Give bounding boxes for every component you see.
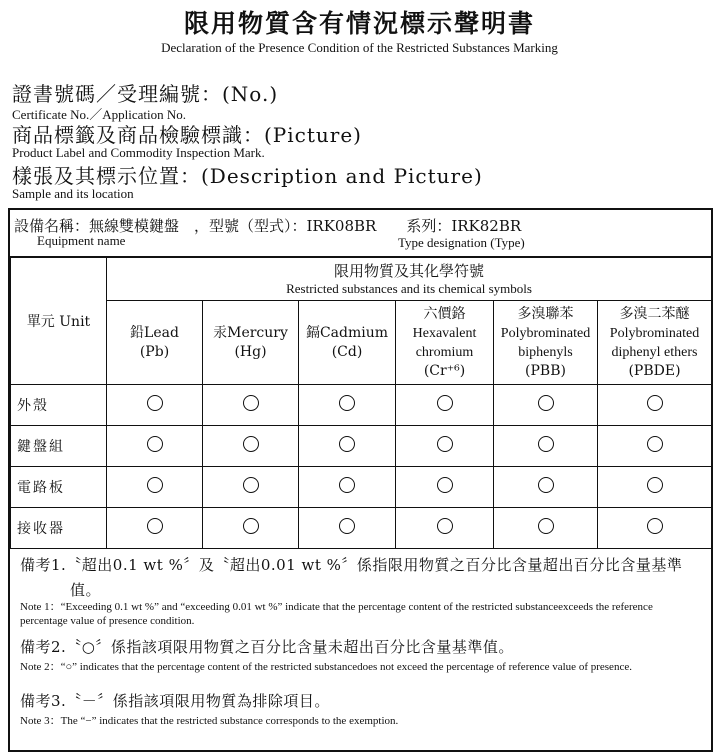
substance-header: 汞Mercury (Hg): [203, 301, 299, 385]
unit-label: 接收器: [11, 508, 107, 549]
presence-mark: [299, 467, 396, 508]
presence-mark: [107, 508, 203, 549]
table-row: [11, 467, 712, 508]
presence-mark: [598, 385, 712, 426]
equipment-row: [10, 210, 711, 258]
circle-icon: [147, 477, 163, 493]
circle-icon: [538, 518, 554, 534]
presence-mark: [299, 385, 396, 426]
substance-header: 多溴二苯醚 Polybrominated diphenyl ethers (PBDE): [598, 301, 712, 385]
substance-header: 鎘Cadmium (Cd): [299, 301, 396, 385]
circle-icon: [147, 395, 163, 411]
substance-header: 多溴聯苯 Polybrominated biphenyls (PBB): [494, 301, 598, 385]
circle-icon: [243, 395, 259, 411]
circle-icon: [437, 395, 453, 411]
presence-mark: [598, 508, 712, 549]
circle-icon: [647, 436, 663, 452]
unit-label: 電路板: [11, 467, 107, 508]
presence-mark: [299, 508, 396, 549]
circle-icon: [147, 436, 163, 452]
table-row: [11, 426, 712, 467]
sample-label-en: Sample and its location: [12, 186, 134, 201]
certificate-label-en: Certificate No.／Application No.: [12, 107, 187, 122]
note-3-zh: 備考3.〝－〞係指該項限用物質為排除項目。: [20, 692, 330, 710]
type-designation-en: Type designation (Type): [398, 235, 525, 250]
table-row: [11, 385, 712, 426]
substance-header-row: [11, 301, 712, 385]
presence-mark: [598, 426, 712, 467]
presence-mark: [494, 467, 598, 508]
circle-icon: [647, 477, 663, 493]
note-2-zh: 備考2.〝○〞係指該項限用物質之百分比含量未超出百分比含量基準值。: [20, 638, 514, 656]
presence-mark: [107, 426, 203, 467]
restricted-header: 限用物質及其化學符號 Restricted substances and its chemical symbols: [107, 257, 712, 301]
presence-mark: [203, 467, 299, 508]
substance-header: 六價鉻 Hexavalent chromium (Cr⁺⁶): [396, 301, 494, 385]
sample-label-zh: 樣張及其標示位置：(Description and Picture): [12, 164, 483, 188]
note-1-zh: 備考1.〝超出0.1 wt %〞及〝超出0.01 wt %〞係指限用物質之百分比含量超出百分比含量基準: [20, 556, 683, 574]
certificate-field: [12, 78, 278, 123]
circle-icon: [147, 518, 163, 534]
presence-mark: [396, 508, 494, 549]
unit-header: 單元 Unit: [11, 257, 107, 385]
circle-icon: [339, 518, 355, 534]
presence-mark: [299, 426, 396, 467]
page-title: 限用物質含有情況標示聲明書: [183, 9, 535, 38]
circle-icon: [538, 436, 554, 452]
note-1-zh-cont: 值。: [70, 581, 102, 599]
table-row: [11, 508, 712, 549]
product-label-en: Product Label and Commodity Inspection Mark.: [12, 145, 265, 160]
equipment-line: 設備名稱：無線雙模鍵盤 ，型號（型式）：IRK08BR 系列：IRK82BR: [14, 217, 522, 235]
circle-icon: [243, 518, 259, 534]
presence-mark: [107, 385, 203, 426]
unit-label: 鍵盤組: [11, 426, 107, 467]
circle-icon: [437, 518, 453, 534]
note-1-en: Note 1：“Exceeding 0.1 wt %” and “exceeding 0.01 wt %” indicate that the percentage content of the restricted substanceexceeds the reference percentage value of presence condition.: [20, 601, 653, 627]
unit-label: 外殼: [11, 385, 107, 426]
product-label-zh: 商品標籤及商品檢驗標識：(Picture): [12, 123, 362, 147]
circle-icon: [339, 395, 355, 411]
presence-mark: [494, 426, 598, 467]
presence-mark: [494, 508, 598, 549]
circle-icon: [647, 395, 663, 411]
certificate-label-zh: 證書號碼／受理編號：(No.): [12, 82, 279, 106]
circle-icon: [437, 477, 453, 493]
circle-icon: [538, 395, 554, 411]
circle-icon: [538, 477, 554, 493]
presence-mark: [203, 385, 299, 426]
circle-icon: [339, 477, 355, 493]
presence-mark: [598, 467, 712, 508]
product-label-field: [12, 119, 362, 161]
circle-icon: [339, 436, 355, 452]
page-subtitle: Declaration of the Presence Condition of the Restricted Substances Marking: [161, 40, 558, 55]
substance-table: [10, 256, 712, 549]
presence-mark: [203, 508, 299, 549]
presence-mark: [494, 385, 598, 426]
presence-mark: [396, 467, 494, 508]
presence-mark: [396, 385, 494, 426]
note-3-en: Note 3：The “−” indicates that the restricted substance corresponds to the exemption.: [20, 715, 399, 727]
circle-icon: [243, 477, 259, 493]
circle-icon: [243, 436, 259, 452]
equipment-name-en: Equipment name: [37, 233, 126, 248]
declaration-frame: [8, 208, 713, 752]
presence-mark: [203, 426, 299, 467]
presence-mark: [396, 426, 494, 467]
note-2-en: Note 2：“○” indicates that the percentage content of the restricted substancedoes not exceed the percentage of reference value of presence.: [20, 661, 632, 673]
substance-header: 鉛Lead (Pb): [107, 301, 203, 385]
sample-field: [12, 160, 483, 202]
presence-mark: [107, 467, 203, 508]
circle-icon: [437, 436, 453, 452]
circle-icon: [647, 518, 663, 534]
